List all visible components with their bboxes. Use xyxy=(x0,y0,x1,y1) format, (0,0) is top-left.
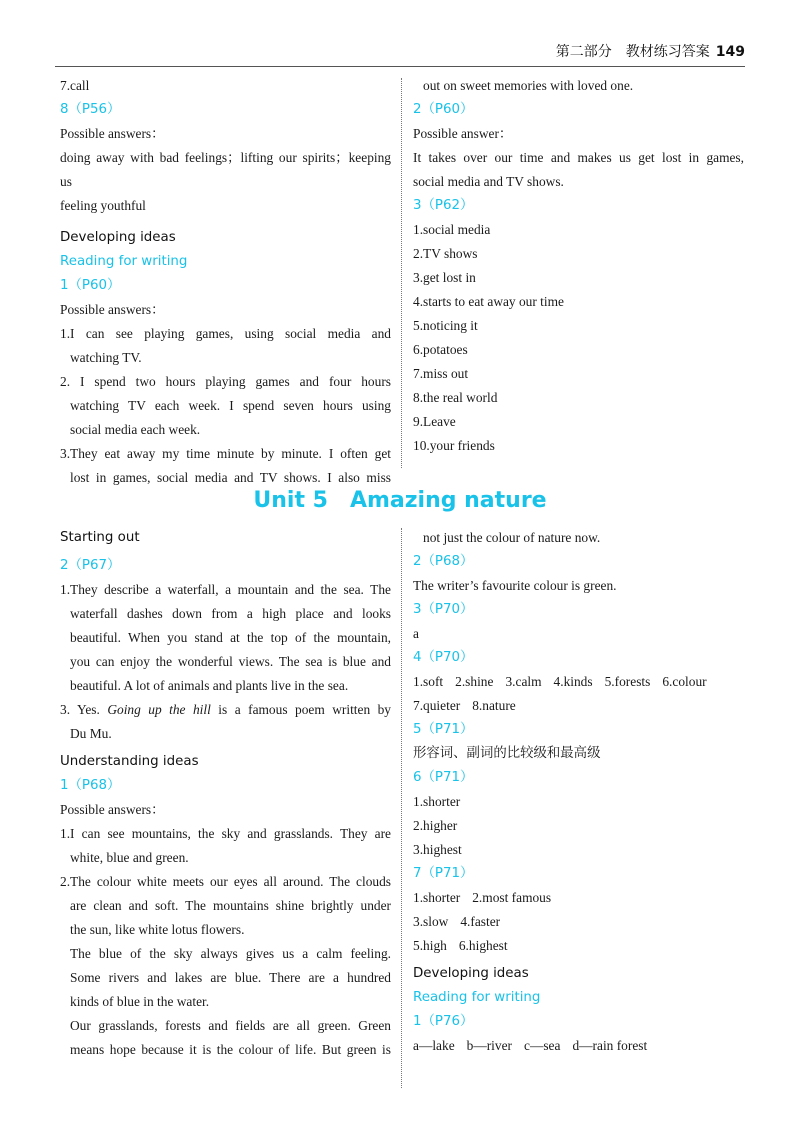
answer-text: kinds of blue in the water. xyxy=(70,994,210,1009)
page-number: 149 xyxy=(715,44,745,60)
answer-text: Possible answers： xyxy=(60,126,165,141)
list-item: 3.calm xyxy=(505,674,542,689)
list-item: 1.shorter xyxy=(413,890,461,905)
question-label: 2（P67） xyxy=(60,558,121,573)
list-item: 3.get lost in xyxy=(413,270,476,285)
question-label: 5（P71） xyxy=(413,722,474,737)
answer-text: 7.call xyxy=(60,78,90,93)
section-heading: Starting out xyxy=(60,530,140,545)
list-item: 4.kinds xyxy=(553,674,593,689)
top-left-column xyxy=(60,74,391,490)
subsection-label: Reading for writing xyxy=(413,990,541,1005)
answer-text: white, blue and green. xyxy=(70,850,189,865)
section-heading: Understanding ideas xyxy=(60,754,199,769)
page-header xyxy=(556,41,745,61)
answer-text: are clean and soft. The mountains shine brightly under xyxy=(70,898,391,913)
answer-text: beautiful. When you stand at the top of the mountain, xyxy=(70,630,391,645)
answer-text: 3.They eat away my time minute by minute. I often get xyxy=(60,446,391,461)
list-item: 4.starts to eat away our time xyxy=(413,294,564,309)
list-item: 7.miss out xyxy=(413,366,469,381)
header-rule xyxy=(55,66,745,67)
bottom-right-column xyxy=(413,526,744,1058)
list-item: 7.quieter xyxy=(413,698,461,713)
answer-text: beautiful. A lot of animals and plants live in the sea. xyxy=(70,678,349,693)
list-item: 10.your friends xyxy=(413,438,495,453)
answer-text: doing away with bad feelings；lifting our spirits；keeping us xyxy=(60,150,391,189)
answer-text xyxy=(60,698,391,722)
answer-text: 2. I spend two hours playing games and four hours xyxy=(60,374,391,389)
answer-text: you can enjoy the wonderful views. The sea is blue and xyxy=(70,654,391,669)
list-item: 6.colour xyxy=(662,674,707,689)
question-label: 3（P62） xyxy=(413,198,474,213)
section-heading: Developing ideas xyxy=(413,966,529,981)
column-divider xyxy=(401,528,402,1088)
bottom-left-column xyxy=(60,526,391,1062)
list-item: 8.the real world xyxy=(413,390,498,405)
question-label: 4（P70） xyxy=(413,650,474,665)
answer-text: Possible answer： xyxy=(413,126,513,141)
answer-text: Possible answers： xyxy=(60,802,165,817)
header-title: 第二部分 教材练习答案 xyxy=(555,44,710,60)
list-item: 2.shine xyxy=(455,674,494,689)
answer-text-part: is a famous poem written by xyxy=(210,702,392,717)
list-item: d—rain forest xyxy=(572,1038,648,1053)
answer-text: 1.They describe a waterfall, a mountain and the sea. The xyxy=(60,582,391,597)
list-item: 6.potatoes xyxy=(413,342,468,357)
list-item: a—lake xyxy=(413,1038,455,1053)
question-label: 1（P76） xyxy=(413,1014,474,1029)
answer-text: 2.The colour white meets our eyes all around. The clouds xyxy=(60,874,391,889)
answer-text: out on sweet memories with loved one. xyxy=(423,78,634,93)
question-label: 2（P68） xyxy=(413,554,474,569)
top-right-column xyxy=(413,74,744,458)
answer-row xyxy=(413,694,744,718)
answer-row xyxy=(413,670,744,694)
answer-text: not just the colour of nature now. xyxy=(423,530,601,545)
unit-heading xyxy=(0,488,800,513)
answer-text: means hope because it is the colour of life. But green is xyxy=(70,1042,391,1057)
answer-text: 1.I can see mountains, the sky and grasslands. They are xyxy=(60,826,391,841)
list-item: 2.most famous xyxy=(472,890,552,905)
column-divider xyxy=(401,78,402,468)
question-label: 6（P71） xyxy=(413,770,474,785)
list-item: 2.TV shows xyxy=(413,246,478,261)
list-item: 4.faster xyxy=(460,914,501,929)
question-label: 2（P60） xyxy=(413,102,474,117)
answer-text: watching TV each week. I spend seven hours using xyxy=(70,398,391,413)
answer-row xyxy=(413,934,744,958)
answer-row xyxy=(413,910,744,934)
list-item: 5.noticing it xyxy=(413,318,478,333)
answer-text: social media each week. xyxy=(70,422,201,437)
answer-text: The blue of the sky always gives us a calm feeling. xyxy=(70,946,391,961)
answer-text: It takes over our time and makes us get lost in games, xyxy=(413,150,744,165)
list-item: b—river xyxy=(466,1038,513,1053)
section-heading: Developing ideas xyxy=(60,230,176,245)
list-item: c—sea xyxy=(524,1038,561,1053)
answer-text: a xyxy=(413,626,419,641)
answer-text-part: 3. Yes. xyxy=(60,702,108,717)
answer-text: Possible answers： xyxy=(60,302,165,317)
list-item: 5.forests xyxy=(604,674,651,689)
list-item: 8.nature xyxy=(472,698,516,713)
question-label: 8（P56） xyxy=(60,102,121,117)
list-item: 6.highest xyxy=(458,938,508,953)
list-item: 3.slow xyxy=(413,914,449,929)
answer-text: feeling youthful xyxy=(60,198,146,213)
answer-text: social media and TV shows. xyxy=(413,174,564,189)
list-item: 5.high xyxy=(413,938,447,953)
list-item: 3.highest xyxy=(413,842,462,857)
question-label: 7（P71） xyxy=(413,866,474,881)
question-label: 1（P68） xyxy=(60,778,121,793)
question-label: 1（P60） xyxy=(60,278,121,293)
answer-text: Our grasslands, forests and fields are all green. Green xyxy=(70,1018,391,1033)
answer-text: 形容词、副词的比较级和最高级 xyxy=(413,746,601,761)
poem-title: Going up the hill xyxy=(107,702,211,717)
list-item: 9.Leave xyxy=(413,414,456,429)
answer-text: watching TV. xyxy=(70,350,142,365)
question-label: 3（P70） xyxy=(413,602,474,617)
answer-text: Some rivers and lakes are blue. There are a hundred xyxy=(70,970,391,985)
answer-text: waterfall dashes down from a high place and looks xyxy=(70,606,391,621)
answer-text: lost in games, social media and TV shows. I also miss xyxy=(70,470,391,485)
answer-row xyxy=(413,886,744,910)
unit-title: Amazing nature xyxy=(349,488,547,513)
list-item: 2.higher xyxy=(413,818,458,833)
answer-row xyxy=(413,1034,744,1058)
list-item: 1.soft xyxy=(413,674,444,689)
subsection-label: Reading for writing xyxy=(60,254,188,269)
answer-text: The writer’s favourite colour is green. xyxy=(413,578,617,593)
list-item: 1.shorter xyxy=(413,794,461,809)
unit-number: Unit 5 xyxy=(253,488,328,513)
list-item: 1.social media xyxy=(413,222,491,237)
answer-text: the sun, like white lotus flowers. xyxy=(70,922,245,937)
answer-text: Du Mu. xyxy=(70,726,112,741)
answer-text: 1.I can see playing games, using social media and xyxy=(60,326,391,341)
